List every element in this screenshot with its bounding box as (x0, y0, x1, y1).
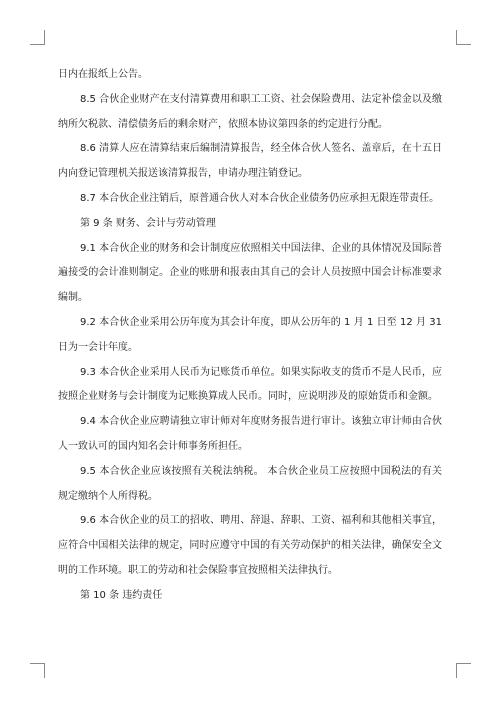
paragraph-9-5: 9.5 本合伙企业应该按照有关税法纳税。 本合伙企业员工应按照中国税法的有关规定缴纳个人所得税。 (58, 465, 442, 502)
paragraph-8-6: 8.6 清算人应在清算结束后编制清算报告，经全体合伙人签名、盖章后，在十五日内向登记管理机关报送该清算报告，申请办理注销登记。 (58, 143, 442, 180)
crop-mark-bottom-right (456, 663, 471, 678)
paragraph-8-7: 8.7 本合伙企业注销后，原普通合伙人对本合伙企业债务仍应承担无限连带责任。 (80, 192, 440, 204)
crop-mark-bottom-left (30, 663, 45, 678)
paragraph-continuation: 日内在报纸上公告。 (58, 69, 148, 80)
paragraph-9-1: 9.1 本合伙企业的财务和会计制度应依照相关中国法律、企业的具体情况及国际普遍接受的会计准则制定。企业的账册和报表由其自己的会计人员按照中国会计标准要求编制。 (58, 242, 442, 304)
paragraph-9-2: 9.2 本合伙企业采用公历年度为其会计年度，即从公历年的 1 月 1 日至 12 月 31 日为一会计年度。 (58, 316, 442, 353)
paragraph-9-4: 9.4 本合伙企业应聘请独立审计师对年度财务报告进行审计。该独立审计师由合伙人一致认可的国内知名会计师事务所担任。 (58, 416, 442, 452)
paragraph-9-6: 9.6 本合伙企业的员工的招收、聘用、辞退、辞职、工资、福利和其他相关事宜，应符合中国相关法律的规定，同时应遵守中国的有关劳动保护的相关法律，确保安全文明的工作环境。职工的劳动和社会保险事宜按照相关法律执行。 (58, 515, 442, 576)
paragraph-9-3: 9.3 本合伙企业采用人民币为记账货币单位。如果实际收支的货币不是人民币，应按照企业财务与会计制度为记账换算成人民币。同时，应说明涉及的原始货币和金额。 (58, 366, 442, 403)
crop-mark-top-right (456, 30, 471, 45)
section-heading-article-10: 第 10 条 违约责任 (80, 589, 163, 601)
section-heading-article-9: 第 9 条 财务、会计与劳动管理 (80, 217, 216, 229)
document-body (58, 63, 442, 609)
paragraph-8-5: 8.5 合伙企业财产在支付清算费用和职工工资、社会保险费用、法定补偿金以及缴纳所欠税款、清偿债务后的剩余财产，依照本协议第四条的约定进行分配。 (58, 93, 442, 130)
crop-mark-top-left (30, 30, 45, 45)
